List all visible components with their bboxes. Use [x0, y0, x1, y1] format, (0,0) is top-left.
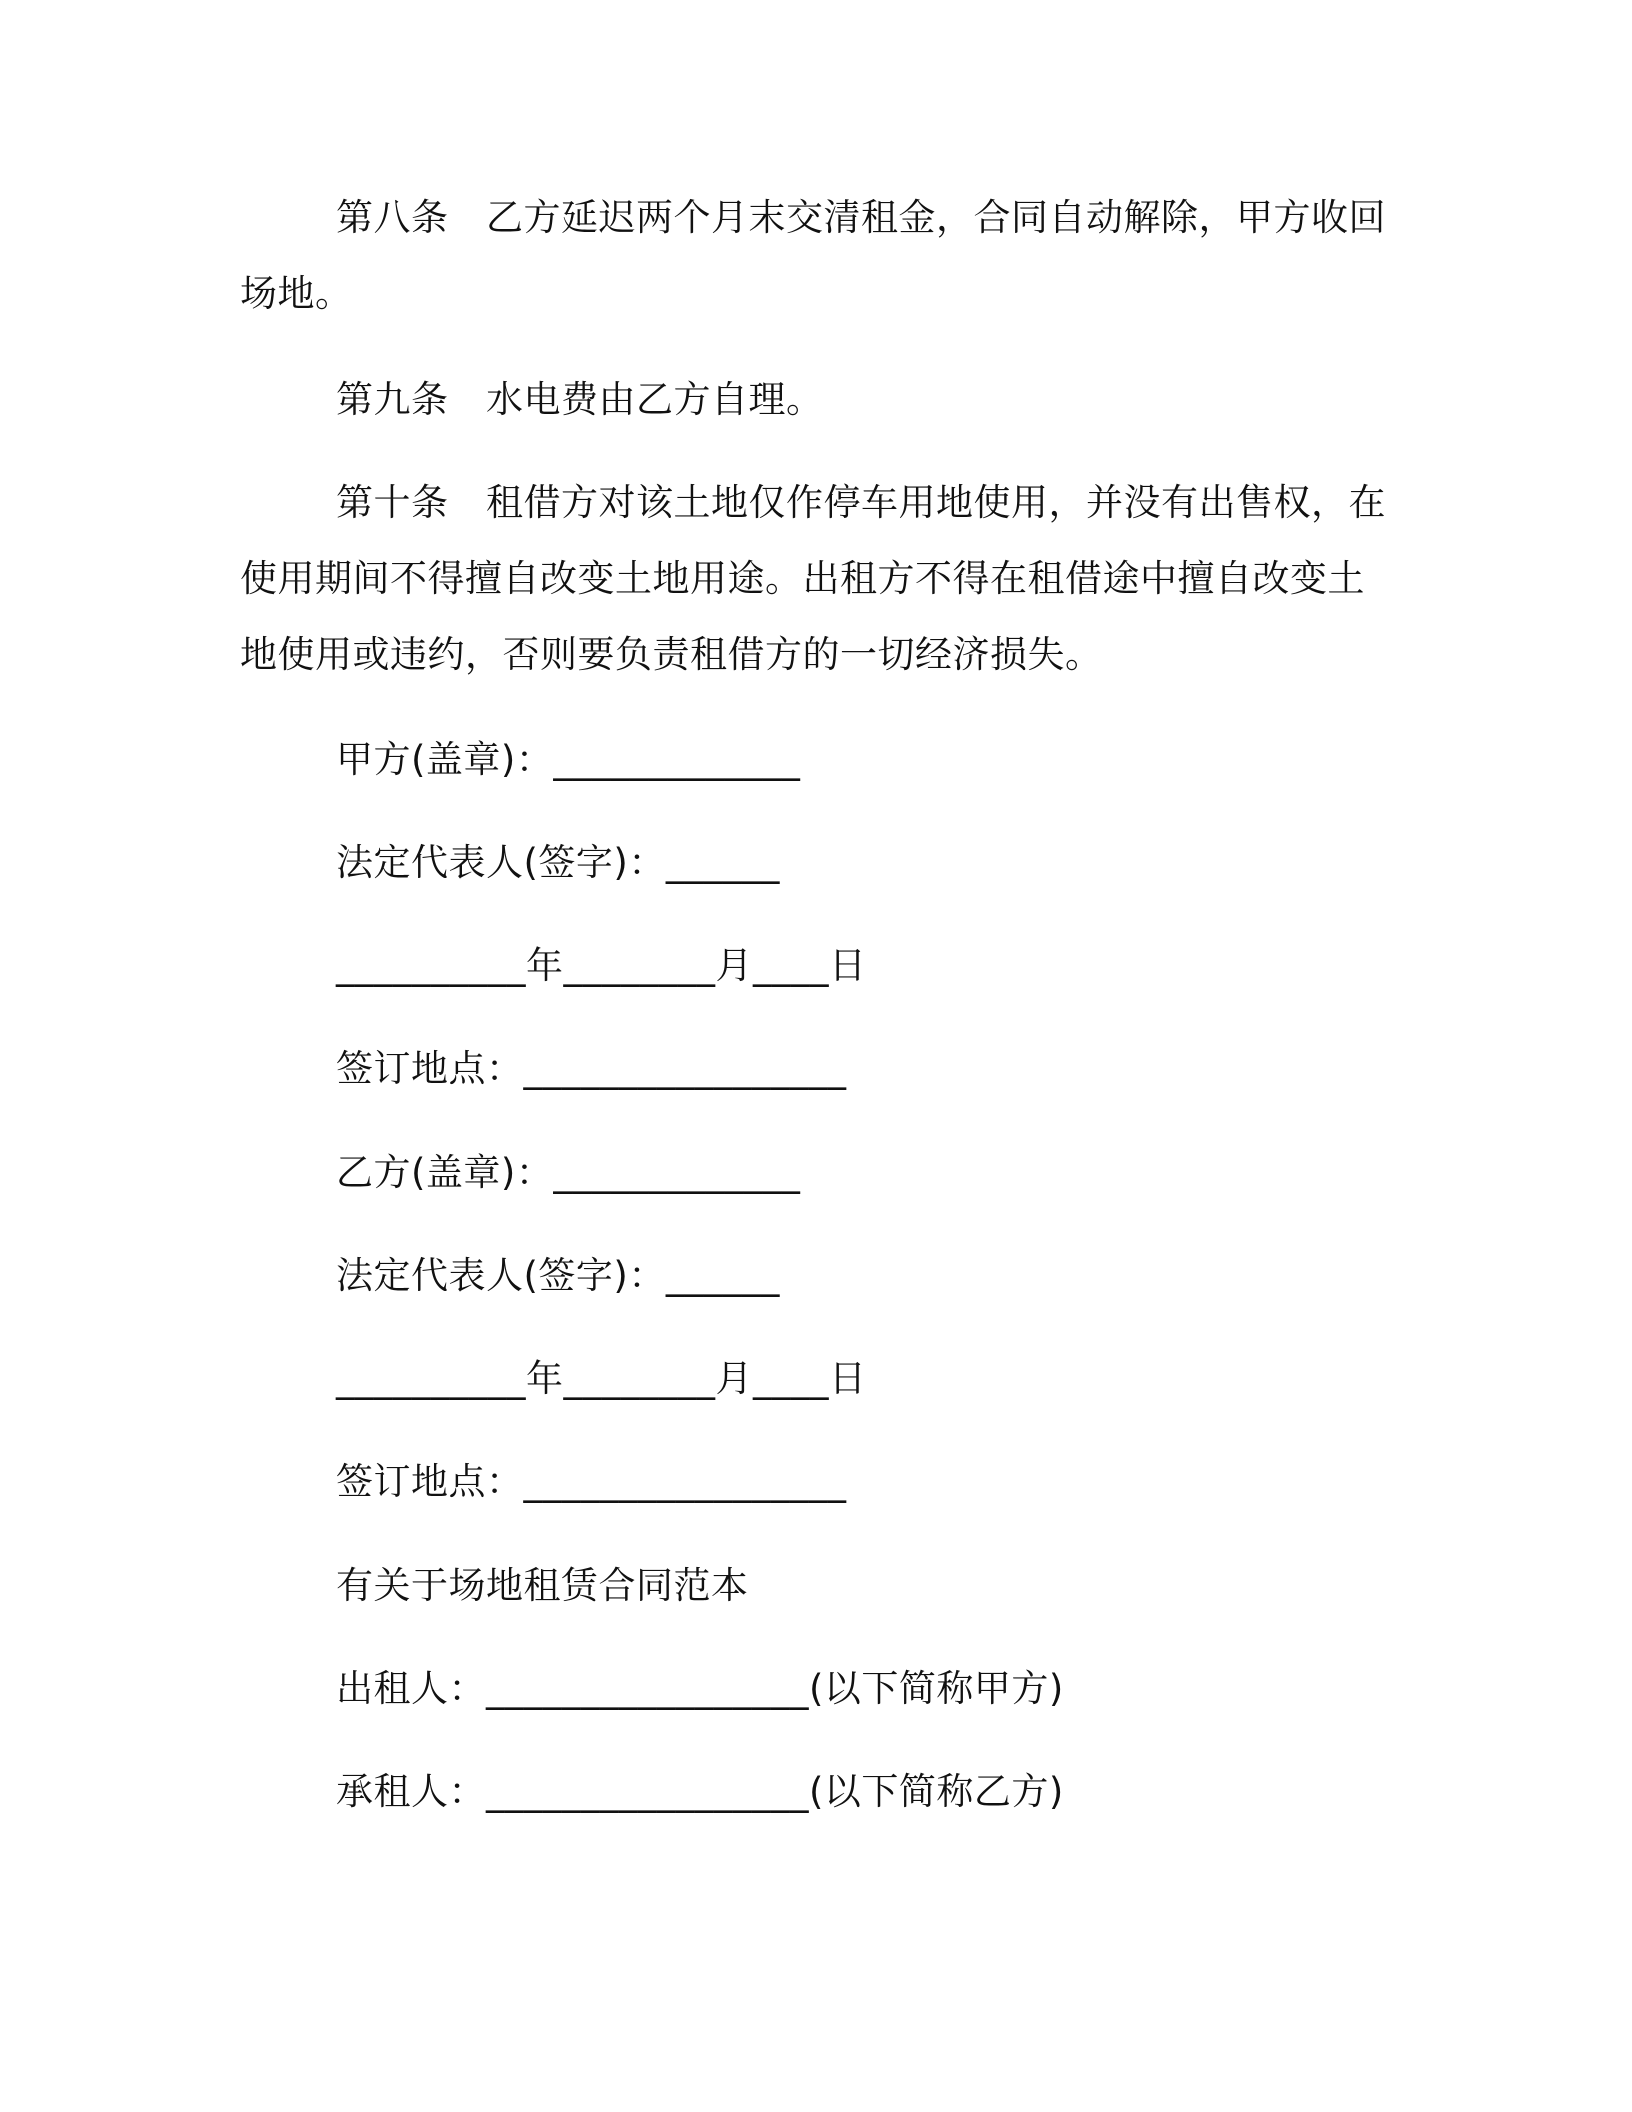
party-b-seal-line: 乙方(盖章)：_____________: [336, 1151, 801, 1194]
party-a-seal-line: 甲方(盖章)：_____________: [336, 738, 801, 781]
party-a-place-line: 签订地点：_________________: [336, 1047, 847, 1090]
lessor-line: 出租人：_________________(以下简称甲方): [336, 1667, 1064, 1710]
party-b-place-line: 签订地点：_________________: [336, 1460, 847, 1503]
article-8: 第八条 乙方延迟两个月末交清租金，合同自动解除，甲方收回场地。: [240, 196, 1386, 315]
party-a-date-line: __________年________月____日: [336, 944, 867, 987]
party-b-date-line: __________年________月____日: [336, 1357, 867, 1400]
article-10: 第十条 租借方对该土地仅作停车用地使用，并没有出售权，在使用期间不得擅自改变土地用途。出租方不得在租借途中擅自改变土地使用或违约，否则要负责租借方的一切经济损失。: [240, 481, 1386, 676]
party-a-legal-rep-line: 法定代表人(签字)：______: [336, 841, 780, 884]
lessee-line: 承租人：_________________(以下简称乙方): [336, 1770, 1064, 1813]
contract-title: 有关于场地租赁合同范本: [336, 1564, 749, 1607]
article-9: 第九条 水电费由乙方自理。: [336, 378, 824, 421]
party-b-legal-rep-line: 法定代表人(签字)：______: [336, 1254, 780, 1297]
